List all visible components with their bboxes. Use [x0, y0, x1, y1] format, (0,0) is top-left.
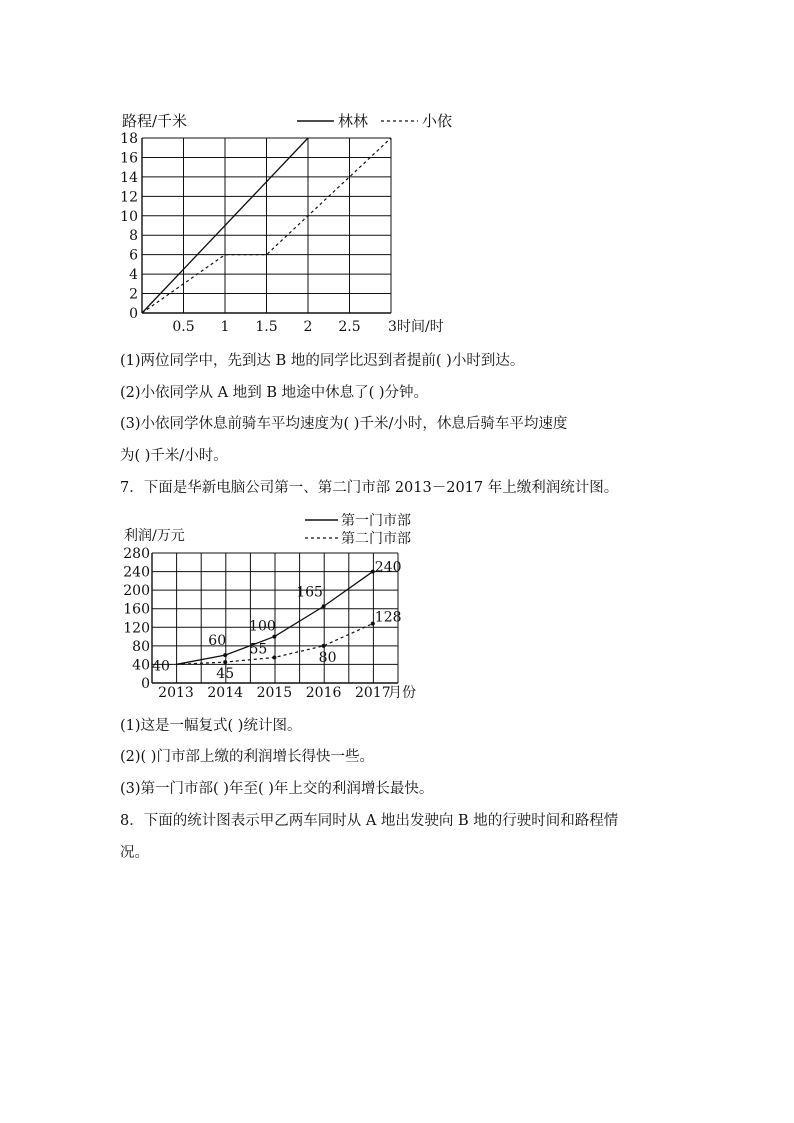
y-tick-label: 0: [141, 676, 150, 692]
data-label: 100: [249, 618, 276, 635]
question-3-line-2: 为( )千米/小时。: [120, 448, 228, 464]
x-tick-label: 2013: [158, 685, 194, 701]
y-tick-label: 160: [123, 601, 150, 618]
legend-solid-label: 林林: [338, 112, 369, 130]
problem-7-title: 7．下面是华新电脑公司第一、第二门市部 2013－2017 年上缴利润统计图。: [120, 480, 619, 496]
data-point: [322, 644, 326, 648]
data-label: 128: [374, 609, 402, 626]
data-label: 80: [318, 649, 337, 666]
distance-time-chart: [0, 0, 794, 345]
y-tick-label: 10: [120, 208, 138, 225]
x-tick-label: 2017: [354, 685, 391, 701]
problem-8-line-2: 况。: [120, 845, 149, 861]
data-label: 40: [152, 658, 170, 675]
y-tick-label: 200: [123, 583, 150, 600]
y-tick-label: 8: [129, 228, 138, 245]
x-tick-label: 1: [220, 319, 230, 335]
legend-dashed-label: 第二门市部: [341, 531, 411, 547]
x-tick-label: 2.5: [338, 319, 361, 335]
data-label: 240: [374, 559, 402, 576]
y-tick-label: 18: [120, 131, 138, 147]
data-label: 55: [249, 641, 268, 658]
x-tick-label: 0.5: [172, 319, 195, 335]
question-3-line-1: (3)小依同学休息前骑车平均速度为( )千米/小时，休息后骑车平均速度: [120, 416, 568, 432]
chart1-xlabel: 时间/时: [397, 319, 444, 335]
x-tick-label: 3: [388, 319, 397, 335]
y-tick-label: 240: [123, 564, 150, 581]
y-tick-label: 6: [129, 247, 138, 264]
y-tick-label: 280: [123, 546, 150, 562]
y-tick-label: 0: [129, 306, 138, 322]
y-tick-label: 12: [120, 189, 138, 206]
x-tick-label: 2: [303, 319, 313, 335]
x-tick-label: 1.5: [255, 319, 278, 335]
chart1-grid: [142, 138, 391, 313]
data-label: 165: [296, 584, 323, 601]
y-tick-label: 2: [129, 286, 138, 303]
x-tick-label: 2015: [256, 685, 293, 701]
data-point: [272, 635, 276, 639]
y-tick-label: 40: [132, 657, 150, 674]
data-point: [223, 653, 227, 657]
legend-solid-label: 第一门市部: [341, 513, 411, 529]
chart2-xlabel: 月份: [388, 685, 416, 701]
chart1-ticks: [120, 131, 397, 335]
x-tick-label: 2014: [207, 685, 244, 701]
y-tick-label: 80: [132, 638, 150, 655]
y-tick-label: 4: [129, 267, 138, 284]
question-1: (1)两位同学中，先到达 B 地的同学比迟到者提前( )小时到达。: [120, 353, 525, 369]
chart2-ylabel: 利润/万元: [124, 528, 185, 544]
data-point: [223, 660, 227, 664]
problem-7-question-1: (1)这是一幅复式( )统计图。: [120, 718, 302, 734]
profit-chart: [0, 505, 794, 705]
problem-8-line-1: 8．下面的统计图表示甲乙两车同时从 A 地出发驶向 B 地的行驶时间和路程情: [120, 813, 619, 829]
problem-7-question-3: (3)第一门市部( )年至( )年上交的利润增长最快。: [120, 781, 434, 797]
problem-7-question-2: (2)( )门市部上缴的利润增长得快一些。: [120, 749, 374, 765]
data-point: [322, 604, 326, 608]
data-label: 45: [216, 666, 235, 683]
data-label: 60: [208, 633, 227, 650]
y-tick-label: 16: [120, 150, 138, 167]
y-tick-label: 14: [120, 169, 138, 186]
y-tick-label: 120: [123, 620, 150, 637]
data-point: [272, 655, 276, 659]
x-tick-label: 2016: [305, 685, 342, 701]
question-2: (2)小依同学从 A 地到 B 地途中休息了( )分钟。: [120, 385, 429, 401]
chart1-ylabel: 路程/千米: [122, 112, 188, 130]
legend-dashed-label: 小依: [422, 112, 453, 130]
